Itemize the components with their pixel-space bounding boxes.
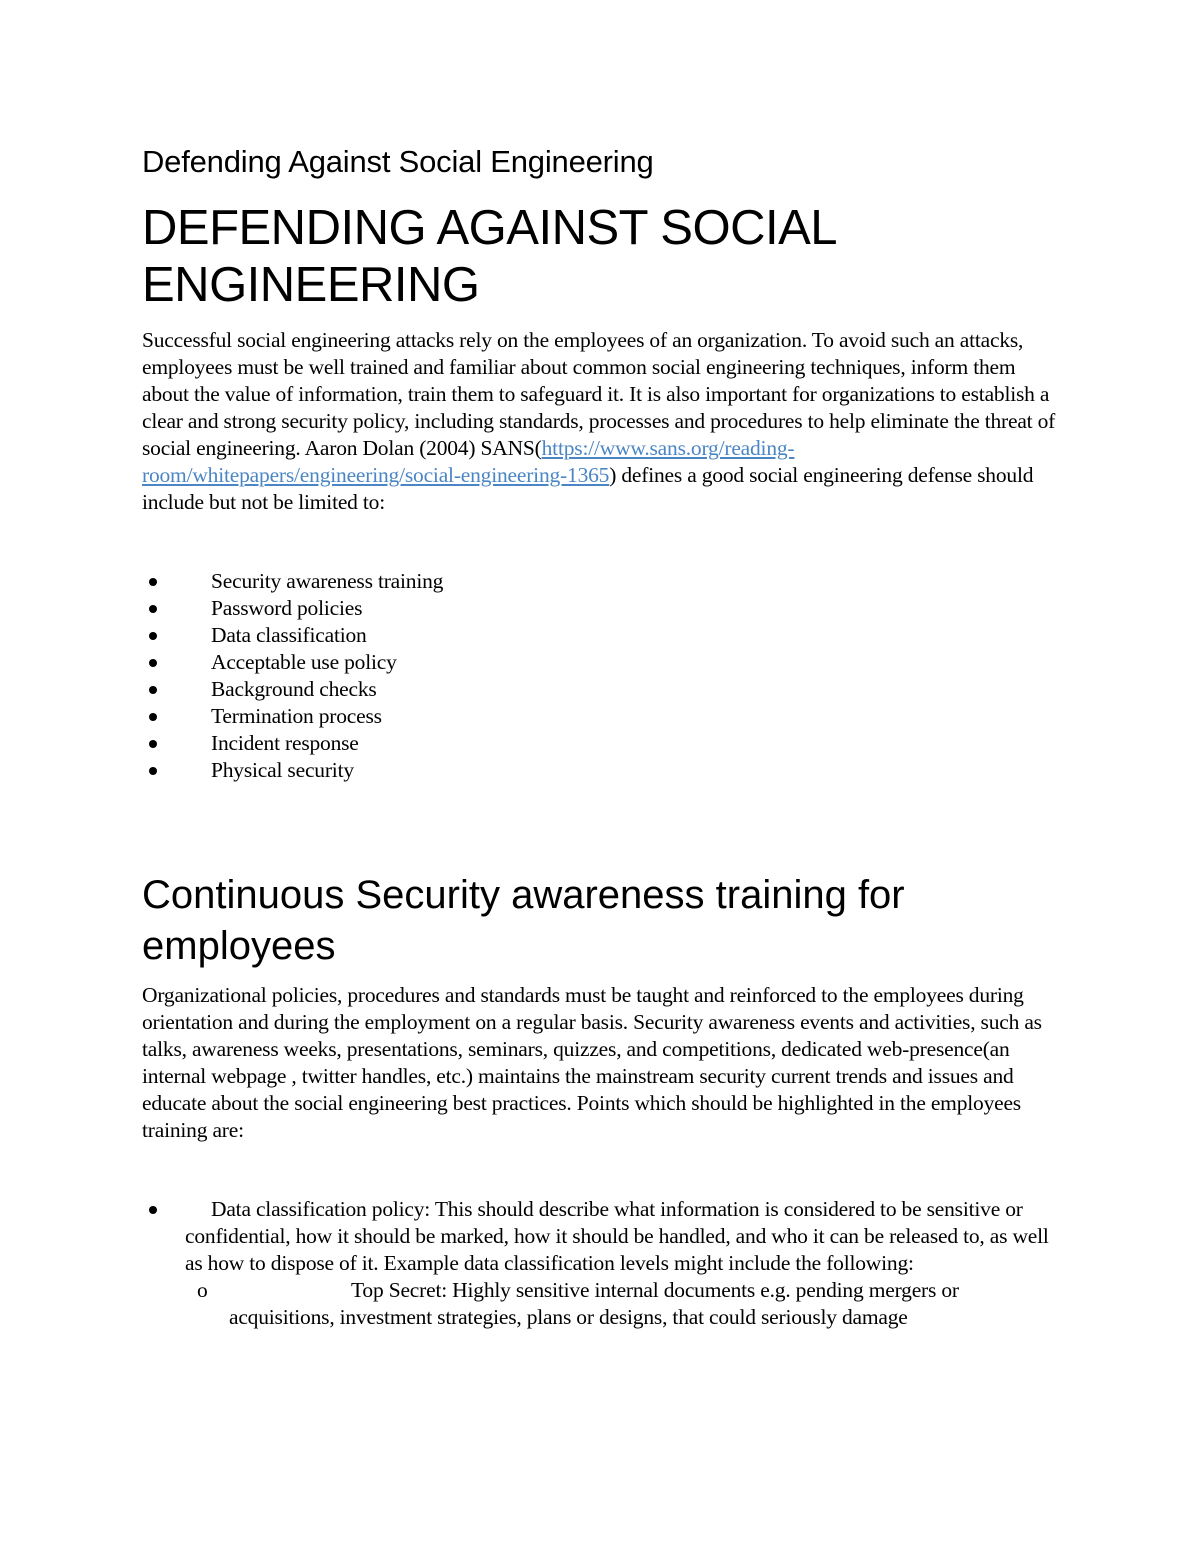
list-item bbox=[142, 676, 1062, 703]
bullet-icon bbox=[149, 659, 157, 667]
intro-text-before-link: Successful social engineering attacks rely on the employees of an organization. To avoid such an attacks, employees must be well trained and familiar about common social engineering techniques, inform them about the value of information, train them to safeguard it. It is also important for organizations to establish a clear and strong security policy, including standards, processes and procedures to help eliminate the threat of social engineering. Aaron Dolan (2004) SANS( bbox=[142, 328, 1056, 460]
intro-text-after-link: ) defines a good social engineering defense should include but not be limited to: bbox=[142, 463, 1034, 514]
list-item-label: Incident response bbox=[211, 731, 359, 755]
document-page bbox=[142, 138, 1062, 1331]
sans-whitepaper-link[interactable]: https://www.sans.org/reading-room/whitepapers/engineering/social-engineering-1365 bbox=[142, 436, 795, 487]
sub-list bbox=[185, 1277, 1062, 1331]
list-item bbox=[142, 568, 1062, 595]
training-paragraph: Organizational policies, procedures and standards must be taught and reinforced to the employees during orientation and during the employment on a regular basis. Security awareness events and activities, such as talks, awareness weeks, presentations, seminars, quizzes, and competitions, dedicated web-presence(an internal webpage , twitter handles, etc.) maintains the mainstream security current trends and issues and educate about the social engineering best practices. Points which should be highlighted in the employees training are: bbox=[142, 983, 1042, 1142]
list-item bbox=[142, 595, 1062, 622]
bullet-icon bbox=[149, 686, 157, 694]
bullet-icon bbox=[149, 740, 157, 748]
point-text bbox=[185, 1196, 1062, 1277]
main-heading: DEFENDING AGAINST SOCIAL ENGINEERING bbox=[142, 201, 836, 312]
data-classification-point: Data classification policy: This should describe what information is considered to be sensitive or confidential, how it should be marked, how it should be handled, and who it can be released to, as well as how to dispose of it. Example data classification levels might include the following: bbox=[185, 1197, 1049, 1275]
list-item-label: Acceptable use policy bbox=[211, 650, 397, 674]
top-secret-point: Top Secret: Highly sensitive internal documents e.g. pending mergers or acquisitions, investment strategies, plans or designs, that could seriously damage bbox=[229, 1278, 959, 1329]
list-item bbox=[142, 703, 1062, 730]
bullet-icon bbox=[149, 713, 157, 721]
list-item-label: Background checks bbox=[211, 677, 377, 701]
section-heading-bold: Continuous Security awareness training for bbox=[142, 873, 905, 917]
list-item-label: Physical security bbox=[211, 758, 354, 782]
list-item bbox=[142, 649, 1062, 676]
bullet-icon bbox=[149, 605, 157, 613]
hollow-bullet-icon: o bbox=[197, 1278, 208, 1302]
bullet-icon bbox=[149, 632, 157, 640]
bullet-icon bbox=[149, 578, 157, 586]
list-item bbox=[142, 730, 1062, 757]
document-title: Defending Against Social Engineering bbox=[142, 144, 654, 179]
list-item-label: Password policies bbox=[211, 596, 363, 620]
section-heading-rest: employees bbox=[142, 924, 336, 968]
bullet-icon bbox=[149, 1206, 157, 1214]
sub-list-item bbox=[185, 1277, 1062, 1331]
defense-list bbox=[142, 568, 1062, 784]
list-item bbox=[142, 622, 1062, 649]
list-item-label: Data classification bbox=[211, 623, 367, 647]
bullet-icon bbox=[149, 767, 157, 775]
sub-point-text bbox=[229, 1277, 1062, 1331]
section-heading bbox=[142, 870, 1062, 972]
list-item bbox=[142, 757, 1062, 784]
intro-paragraph bbox=[142, 327, 1062, 516]
list-item-label: Security awareness training bbox=[211, 569, 444, 593]
training-points-list bbox=[142, 1196, 1062, 1331]
list-item bbox=[142, 1196, 1062, 1331]
list-item-label: Termination process bbox=[211, 704, 382, 728]
